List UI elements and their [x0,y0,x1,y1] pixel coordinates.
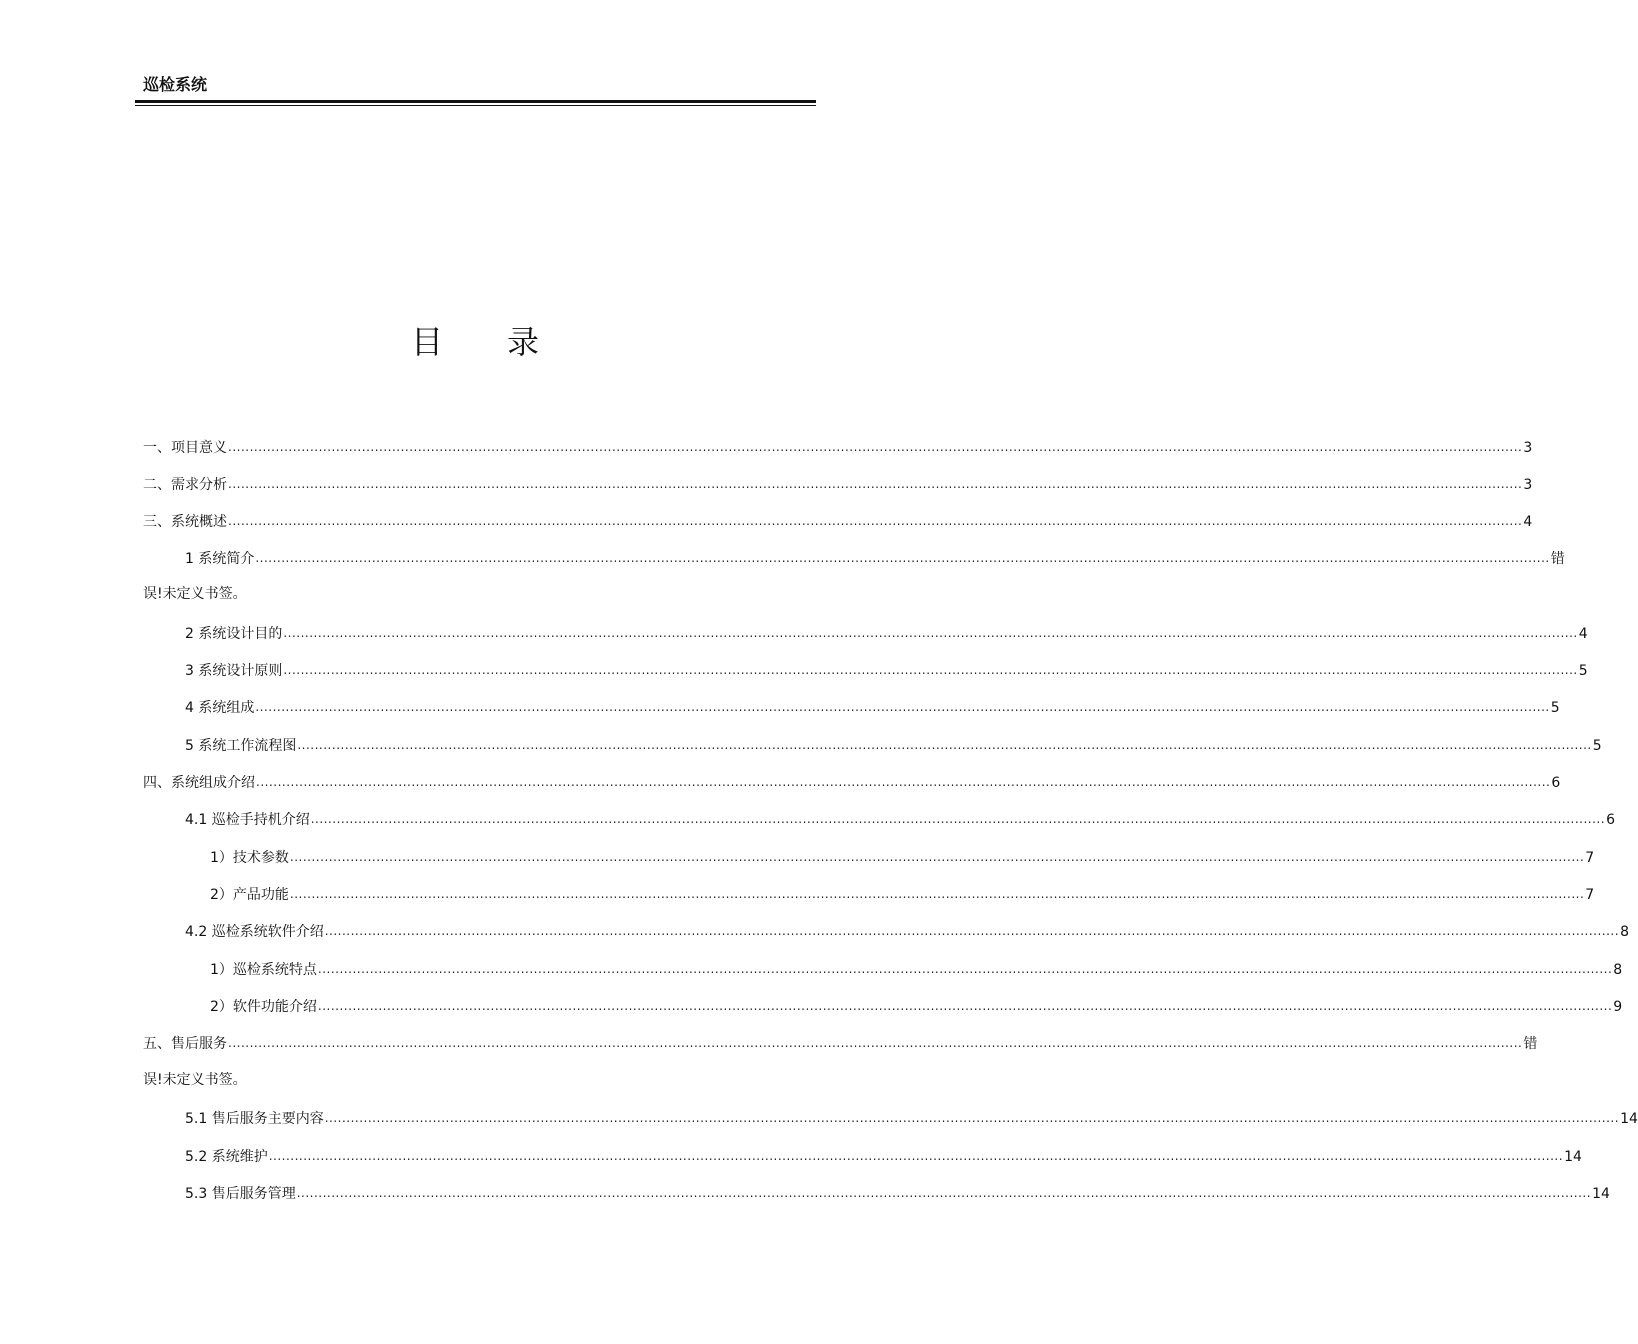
toc-leader-dots: ............................................................................................................................................................................................................................................................................................................ [283,663,1578,677]
toc-leader-dots: ............................................................................................................................................................................................................................................................................................................ [268,1149,1564,1163]
toc-entry[interactable] [185,808,1615,830]
toc-entry-text: 一、项目意义 [143,440,227,456]
toc-entry[interactable] [185,1145,1582,1167]
toc-entry-page: 4 [1578,626,1588,642]
toc-entry[interactable] [210,883,1595,905]
toc-entry-text: 四、系统组成介绍 [143,775,255,791]
toc-entry[interactable] [185,659,1588,681]
toc-leader-dots: ............................................................................................................................................................................................................................................................................................................ [255,700,1550,714]
toc-leader-dots: ............................................................................................................................................................................................................................................................................................................ [296,1186,1592,1200]
toc-entry[interactable] [143,510,1533,532]
toc-entry-page: 6 [1551,775,1561,791]
toc-entry-page: 8 [1620,924,1629,940]
toc-entry-continuation: 误!未定义书签。 [143,586,247,602]
toc-entry-page: 错 [1523,1036,1538,1052]
toc-leader-dots: ............................................................................................................................................................................................................................................................................................................ [228,440,1523,454]
toc-entry-page: 3 [1523,477,1533,493]
toc-leader-dots: ............................................................................................................................................................................................................................................................................................................ [228,514,1523,528]
toc-entry-page: 14 [1620,1111,1638,1127]
toc-leader-dots: ............................................................................................................................................................................................................................................................................................................ [228,477,1523,491]
toc-leader-dots: ............................................................................................................................................................................................................................................................................................................ [283,626,1578,640]
toc-entry-page: 3 [1523,440,1533,456]
toc-leader-dots: ............................................................................................................................................................................................................................................................................................................ [255,551,1550,565]
toc-entry[interactable] [143,436,1533,458]
toc-entry[interactable] [210,995,1623,1017]
toc-entry-text: 1）技术参数 [210,850,289,866]
toc-entry-page: 14 [1592,1186,1610,1202]
toc-entry[interactable] [185,1182,1610,1204]
toc-entry[interactable] [185,696,1560,718]
toc-entry-page: 5 [1592,738,1602,754]
toc-leader-dots: ............................................................................................................................................................................................................................................................................................................ [228,1036,1523,1050]
toc-entry-text: 4 系统组成 [185,700,255,716]
toc-entry-page: 8 [1613,962,1623,978]
toc-entry-text: 2）软件功能介绍 [210,999,317,1015]
toc-leader-dots: ............................................................................................................................................................................................................................................................................................................ [324,1111,1620,1125]
toc-leader-dots: ............................................................................................................................................................................................................................................................................................................ [289,887,1585,901]
toc-entry[interactable] [185,547,1565,569]
header-title: 巡检系统 [143,75,208,94]
toc-entry[interactable] [143,1032,1538,1054]
toc-entry-page: 7 [1585,887,1595,903]
toc-entry-page: 7 [1585,850,1595,866]
toc-entry[interactable] [210,958,1623,980]
toc-title: 目 录 [410,323,539,361]
toc-leader-dots: ............................................................................................................................................................................................................................................................................................................ [317,999,1613,1013]
toc-entry[interactable] [143,771,1561,793]
toc-entry-text: 5.2 系统维护 [185,1149,268,1165]
header-rule-thick [135,100,816,103]
toc-entry-text: 1 系统简介 [185,551,255,567]
toc-entry-text: 4.1 巡检手持机介绍 [185,812,310,828]
toc-entry[interactable] [210,846,1595,868]
toc-entry-page: 5 [1550,700,1560,716]
toc-entry[interactable] [185,920,1629,942]
toc-entry-page: 14 [1564,1149,1582,1165]
toc-leader-dots: ............................................................................................................................................................................................................................................................................................................ [310,812,1606,826]
toc-entry[interactable] [185,734,1602,756]
toc-entry-page: 9 [1613,999,1623,1015]
toc-leader-dots: ............................................................................................................................................................................................................................................................................................................ [256,775,1551,789]
toc-leader-dots: ............................................................................................................................................................................................................................................................................................................ [289,850,1585,864]
toc-entry-text: 2 系统设计目的 [185,626,283,642]
toc-entry-text: 3 系统设计原则 [185,663,283,679]
toc-entry[interactable] [143,473,1533,495]
toc-entry-page: 4 [1523,514,1533,530]
toc-entry-text: 5.3 售后服务管理 [185,1186,296,1202]
header-rule-thin [135,105,816,106]
toc-entry-text: 三、系统概述 [143,514,227,530]
toc-leader-dots: ............................................................................................................................................................................................................................................................................................................ [297,738,1592,752]
toc-entry-page: 5 [1578,663,1588,679]
toc-entry-text: 2）产品功能 [210,887,289,903]
toc-entry-continuation: 误!未定义书签。 [143,1072,247,1088]
toc-leader-dots: ............................................................................................................................................................................................................................................................................................................ [317,962,1613,976]
toc-entry-text: 5.1 售后服务主要内容 [185,1111,324,1127]
toc-entry[interactable] [185,1107,1638,1129]
toc-entry-text: 二、需求分析 [143,477,227,493]
toc-entry-page: 6 [1606,812,1615,828]
toc-leader-dots: ............................................................................................................................................................................................................................................................................................................ [324,924,1620,938]
toc-entry[interactable] [185,622,1588,644]
toc-entry-page: 错 [1550,551,1565,567]
toc-entry-text: 4.2 巡检系统软件介绍 [185,924,324,940]
toc-entry-text: 5 系统工作流程图 [185,738,297,754]
toc-entry-text: 五、售后服务 [143,1036,227,1052]
toc-entry-text: 1）巡检系统特点 [210,962,317,978]
